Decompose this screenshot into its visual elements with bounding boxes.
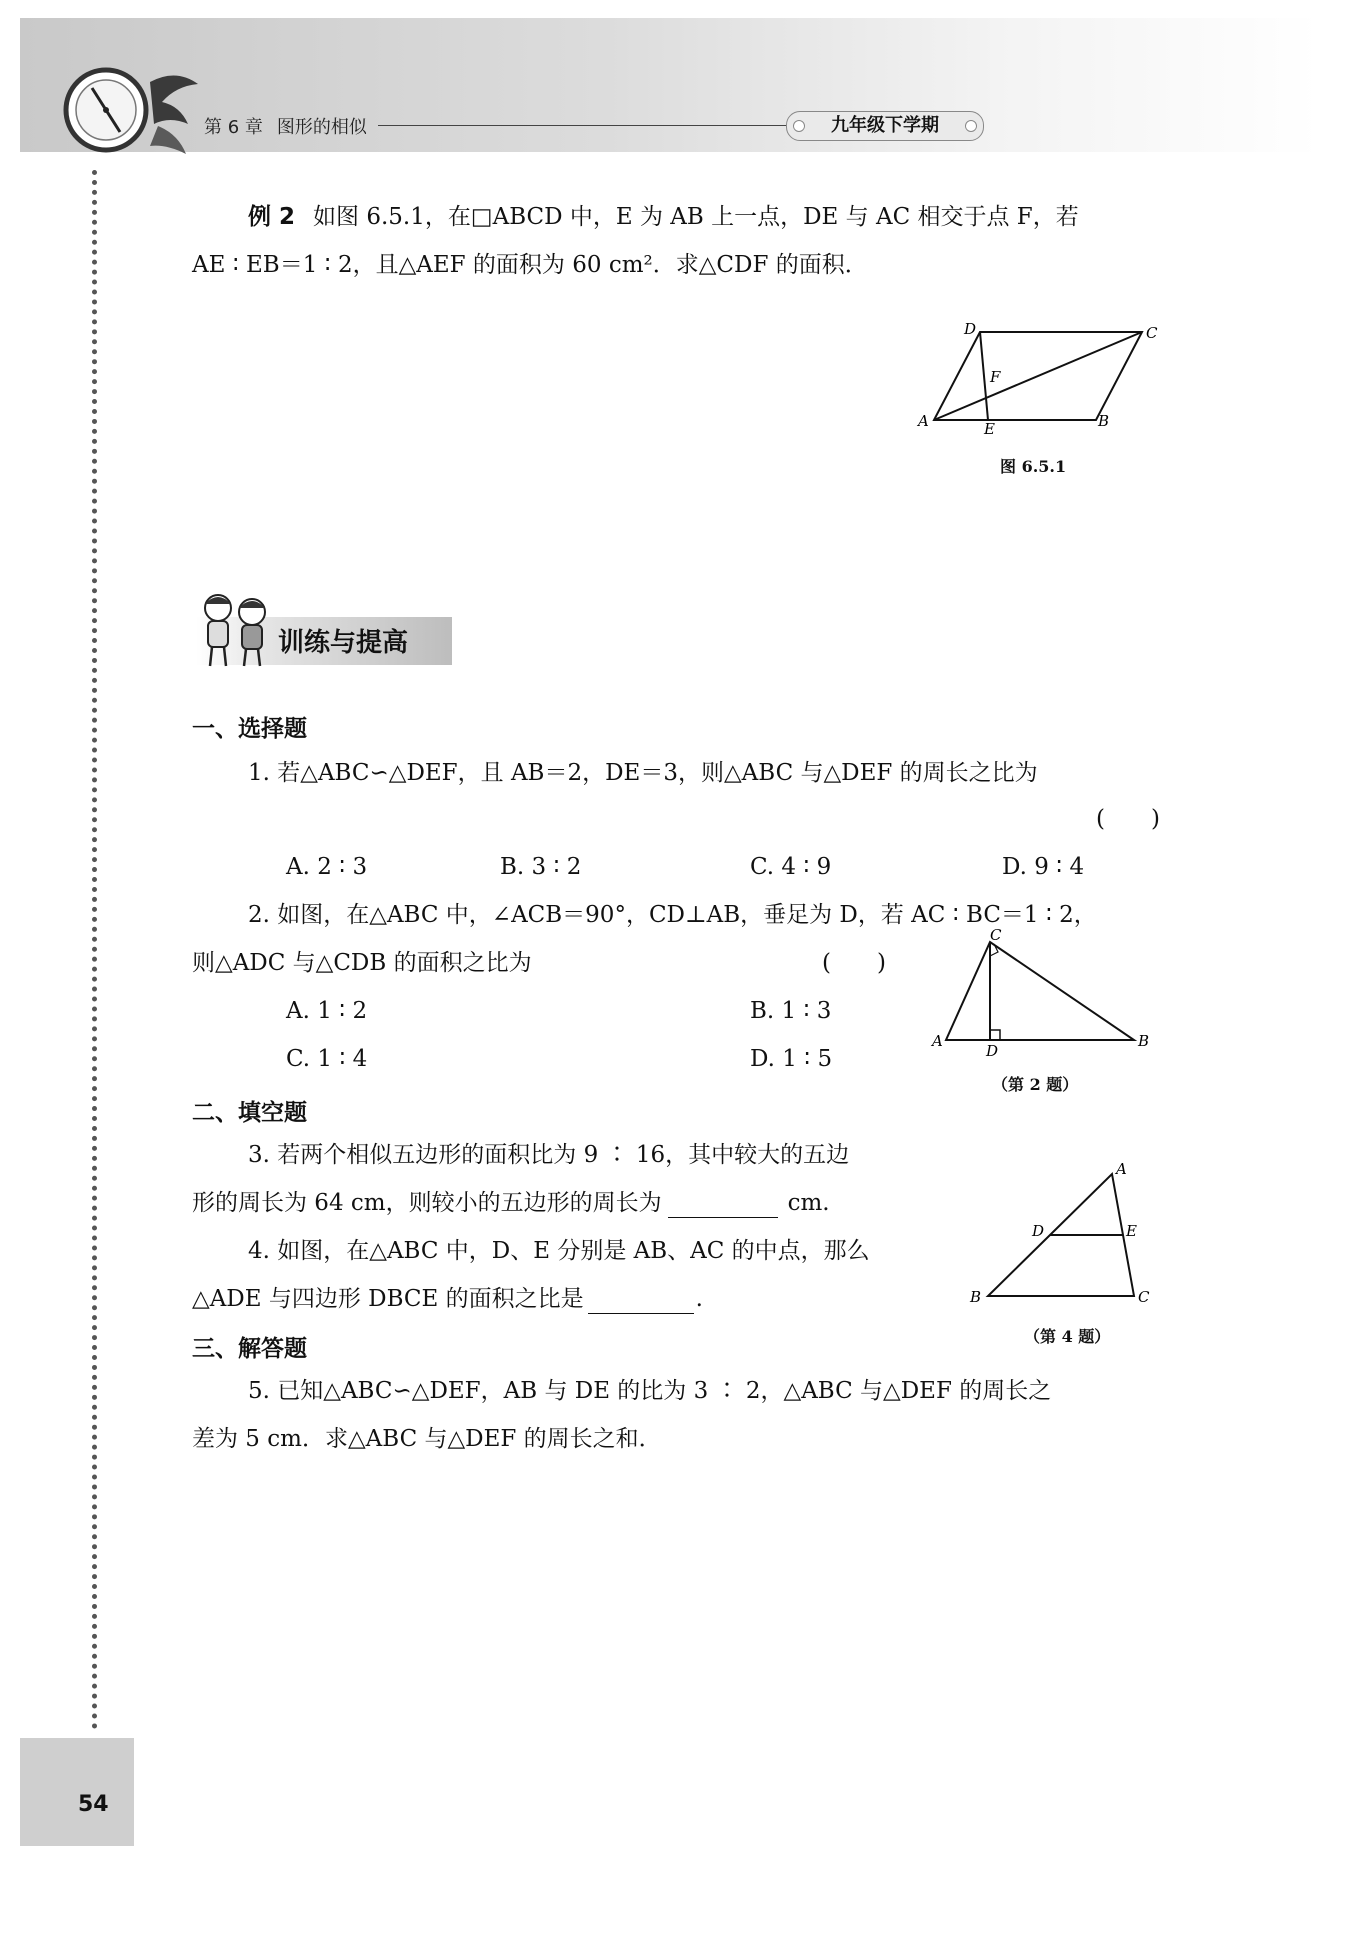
margin-dotted-line [92,170,97,1730]
figure-label-D: D [964,320,977,338]
question-2-option-c: C. 1 ∶ 4 [286,1046,368,1072]
question-3-unit: cm. [787,1190,830,1216]
chapter-heading [204,113,381,139]
question-3-text-2a: 形的周长为 64 cm，则较小的五边形的周长为 [192,1190,662,1216]
question-3-text-2 [192,1188,830,1218]
kids-illustration-icon [196,590,278,670]
section-heading-solve: 三、解答题 [192,1336,307,1362]
right-triangle-figure [924,926,1154,1060]
page-number-box [20,1738,134,1846]
question-2-text-1: 2. 如图，在△ABC 中，∠ACB＝90°，CD⊥AB，垂足为 D，若 AC ∶ BC＝1 ∶ 2， [248,902,1097,928]
example-line-2: AE ∶ EB＝1 ∶ 2，且△AEF 的面积为 60 cm²．求△CDF 的面积． [192,252,868,278]
training-title: 训练与提高 [278,628,409,658]
example-label: 例 2 [248,204,296,230]
grade-badge: 九年级下学期 [786,111,984,141]
question-1-text: 1. 若△ABC∽△DEF，且 AB＝2，DE＝3，则△ABC 与△DEF 的周长之比为 [248,760,1038,786]
chapter-title: 图形的相似 [276,117,367,138]
q4-label-D: D [1032,1222,1045,1240]
example-line-1 [248,202,1079,232]
parallelogram-figure [910,318,1160,438]
question-2-option-b: B. 1 ∶ 3 [750,998,832,1024]
q4-label-C: C [1138,1288,1150,1306]
question-4-text-2a: △ADE 与四边形 DBCE 的面积之比是 [192,1286,584,1312]
question-2-caption: （第 2 题） [992,1075,1079,1094]
q2-label-D: D [986,1042,999,1060]
question-5-text-2: 差为 5 cm．求△ABC 与△DEF 的周长之和． [192,1426,662,1452]
question-2-text-2: 则△ADC 与△CDB 的面积之比为 [192,950,532,976]
question-3-blank[interactable] [668,1195,778,1218]
example-text-1: 如图 6.5.1，在□ABCD 中，E 为 AB 上一点，DE 与 AC 相交于点 F，若 [313,204,1079,230]
question-2-option-d: D. 1 ∶ 5 [750,1046,833,1072]
question-4-text-2 [192,1284,703,1314]
question-1-paren: ( ) [1096,806,1160,832]
q2-label-B: B [1138,1032,1150,1050]
question-2-option-a: A. 1 ∶ 2 [286,998,368,1024]
q4-label-B: B [970,1288,982,1306]
q4-label-E: E [1126,1222,1137,1240]
figure-label-A: A [918,412,929,430]
figure-caption-6-5-1: 图 6.5.1 [1000,457,1067,476]
question-1-option-b: B. 3 ∶ 2 [500,854,582,880]
section-heading-fill: 二、填空题 [192,1100,307,1126]
figure-label-C: C [1146,324,1158,342]
q2-label-A: A [932,1032,943,1050]
chapter-number: 第 6 章 [204,117,263,138]
section-heading-choice: 一、选择题 [192,716,307,742]
midline-triangle-figure [966,1160,1166,1310]
header-rule [378,125,786,126]
question-2-paren: ( ) [822,950,886,976]
compass-logo-icon [58,62,208,158]
question-4-text-1: 4. 如图，在△ABC 中，D、E 分别是 AB、AC 的中点，那么 [248,1238,870,1264]
page-number: 54 [78,1792,109,1817]
question-4-blank[interactable] [588,1291,694,1314]
q2-label-C: C [990,926,1002,944]
question-5-text-1: 5. 已知△ABC∽△DEF，AB 与 DE 的比为 3 ∶ 2，△ABC 与△DEF 的周长之 [248,1378,1052,1404]
question-4-period: . [695,1286,703,1312]
question-1-option-c: C. 4 ∶ 9 [750,854,832,880]
figure-label-F: F [990,368,1001,386]
figure-label-B: B [1098,412,1110,430]
figure-label-E: E [984,420,995,438]
question-1-option-d: D. 9 ∶ 4 [1002,854,1085,880]
q4-label-A: A [1116,1160,1127,1178]
question-1-option-a: A. 2 ∶ 3 [286,854,368,880]
question-4-caption: （第 4 题） [1024,1327,1111,1346]
question-3-text-1: 3. 若两个相似五边形的面积比为 9 ∶ 16，其中较大的五边 [248,1142,850,1168]
